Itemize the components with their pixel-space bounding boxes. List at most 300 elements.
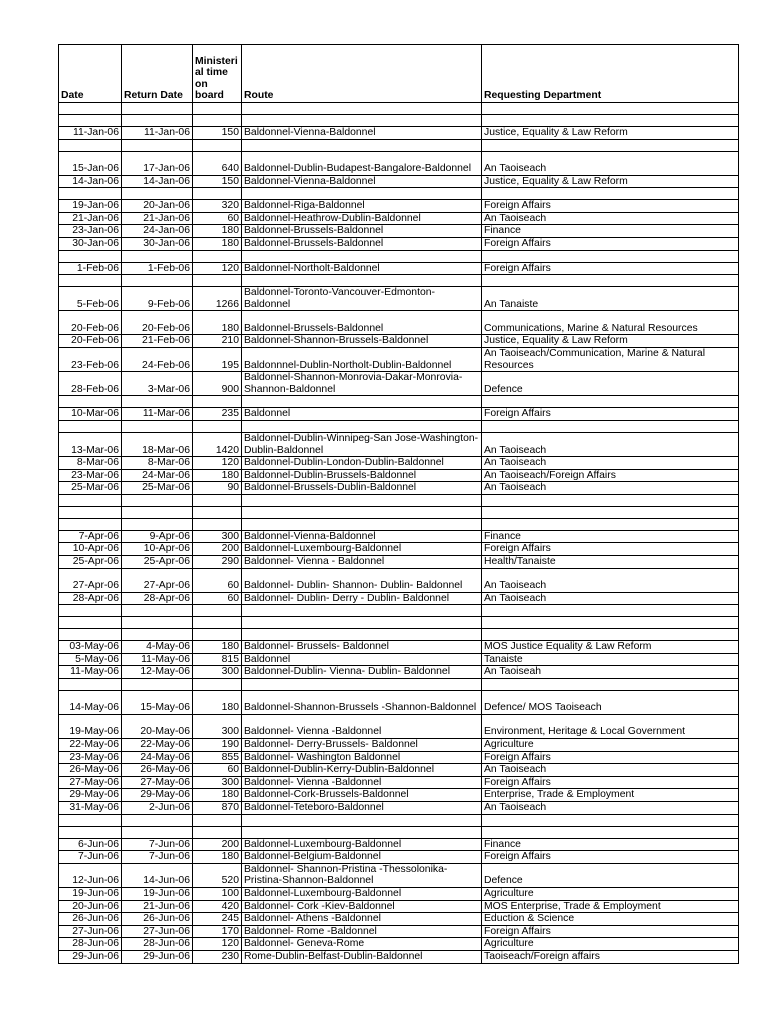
route-cell[interactable]: Baldonnel- Geneva-Rome bbox=[242, 938, 482, 951]
ministerial-time-cell[interactable]: 855 bbox=[193, 751, 242, 764]
return-date-cell[interactable]: 28-Jun-06 bbox=[122, 938, 193, 951]
department-cell[interactable] bbox=[482, 679, 739, 691]
route-cell[interactable] bbox=[242, 188, 482, 200]
return-date-cell[interactable] bbox=[122, 420, 193, 432]
route-cell[interactable]: Baldonnel- Vienna - Baldonnel bbox=[242, 556, 482, 569]
ministerial-time-cell[interactable]: 150 bbox=[193, 175, 242, 188]
department-cell[interactable]: Environment, Heritage & Local Government bbox=[482, 715, 739, 739]
department-cell[interactable]: Health/Tanaiste bbox=[482, 556, 739, 569]
return-date-cell[interactable] bbox=[122, 518, 193, 530]
ministerial-time-cell[interactable]: 230 bbox=[193, 950, 242, 963]
route-cell[interactable]: Baldonnel-Northolt-Baldonnel bbox=[242, 262, 482, 275]
return-date-cell[interactable]: 14-Jan-06 bbox=[122, 175, 193, 188]
return-date-cell[interactable]: 3-Mar-06 bbox=[122, 372, 193, 396]
route-cell[interactable] bbox=[242, 115, 482, 127]
department-cell[interactable]: Defence bbox=[482, 863, 739, 887]
route-cell[interactable]: Baldonnel-Luxembourg-Baldonnel bbox=[242, 887, 482, 900]
route-cell[interactable]: Rome-Dublin-Belfast-Dublin-Baldonnel bbox=[242, 950, 482, 963]
department-cell[interactable]: MOS Enterprise, Trade & Employment bbox=[482, 900, 739, 913]
return-date-cell[interactable]: 2-Jun-06 bbox=[122, 802, 193, 815]
department-cell[interactable] bbox=[482, 605, 739, 617]
date-cell[interactable]: 28-Apr-06 bbox=[59, 592, 122, 605]
route-cell[interactable] bbox=[242, 250, 482, 262]
date-cell[interactable]: 23-May-06 bbox=[59, 751, 122, 764]
date-cell[interactable] bbox=[59, 275, 122, 287]
department-cell[interactable] bbox=[482, 420, 739, 432]
department-cell[interactable] bbox=[482, 250, 739, 262]
ministerial-time-cell[interactable] bbox=[193, 420, 242, 432]
ministerial-time-cell[interactable]: 180 bbox=[193, 237, 242, 250]
department-cell[interactable] bbox=[482, 494, 739, 506]
date-cell[interactable]: 1-Feb-06 bbox=[59, 262, 122, 275]
route-cell[interactable]: Baldonnel-Toronto-Vancouver-Edmonton-Baldonnel bbox=[242, 287, 482, 311]
ministerial-time-cell[interactable] bbox=[193, 617, 242, 629]
ministerial-time-cell[interactable]: 150 bbox=[193, 127, 242, 140]
route-cell[interactable]: Baldonnel- Brussels- Baldonnel bbox=[242, 641, 482, 654]
route-cell[interactable]: Baldonnel-Shannon-Brussels -Shannon-Baldonnel bbox=[242, 691, 482, 715]
date-cell[interactable]: 28-Jun-06 bbox=[59, 938, 122, 951]
date-cell[interactable]: 28-Feb-06 bbox=[59, 372, 122, 396]
date-cell[interactable]: 03-May-06 bbox=[59, 641, 122, 654]
ministerial-time-cell[interactable]: 60 bbox=[193, 568, 242, 592]
header-return-date[interactable]: Return Date bbox=[122, 45, 193, 103]
return-date-cell[interactable]: 27-May-06 bbox=[122, 776, 193, 789]
return-date-cell[interactable]: 15-May-06 bbox=[122, 691, 193, 715]
return-date-cell[interactable]: 9-Apr-06 bbox=[122, 530, 193, 543]
route-cell[interactable] bbox=[242, 826, 482, 838]
ministerial-time-cell[interactable]: 180 bbox=[193, 641, 242, 654]
date-cell[interactable]: 5-May-06 bbox=[59, 653, 122, 666]
department-cell[interactable]: Justice, Equality & Law Reform bbox=[482, 127, 739, 140]
route-cell[interactable] bbox=[242, 103, 482, 115]
return-date-cell[interactable]: 4-May-06 bbox=[122, 641, 193, 654]
department-cell[interactable]: An Taoiseach bbox=[482, 764, 739, 777]
date-cell[interactable]: 21-Jan-06 bbox=[59, 212, 122, 225]
return-date-cell[interactable]: 27-Jun-06 bbox=[122, 925, 193, 938]
ministerial-time-cell[interactable] bbox=[193, 103, 242, 115]
date-cell[interactable]: 20-Feb-06 bbox=[59, 311, 122, 335]
return-date-cell[interactable]: 21-Jun-06 bbox=[122, 900, 193, 913]
route-cell[interactable]: Baldonnel- Rome -Baldonnel bbox=[242, 925, 482, 938]
return-date-cell[interactable]: 28-Apr-06 bbox=[122, 592, 193, 605]
department-cell[interactable]: An Taoiseach bbox=[482, 592, 739, 605]
ministerial-time-cell[interactable]: 300 bbox=[193, 666, 242, 679]
return-date-cell[interactable] bbox=[122, 103, 193, 115]
date-cell[interactable]: 29-Jun-06 bbox=[59, 950, 122, 963]
ministerial-time-cell[interactable]: 320 bbox=[193, 200, 242, 213]
department-cell[interactable] bbox=[482, 617, 739, 629]
route-cell[interactable]: Baldonnel- Derry-Brussels- Baldonnel bbox=[242, 739, 482, 752]
return-date-cell[interactable]: 20-Jan-06 bbox=[122, 200, 193, 213]
department-cell[interactable]: Communications, Marine & Natural Resources bbox=[482, 311, 739, 335]
route-cell[interactable]: Baldonnel-Shannon-Monrovia-Dakar-Monrovia-Shannon-Baldonnel bbox=[242, 372, 482, 396]
department-cell[interactable]: An Taoiseach/Foreign Affairs bbox=[482, 469, 739, 482]
department-cell[interactable]: An Taoiseach bbox=[482, 482, 739, 495]
date-cell[interactable]: 7-Apr-06 bbox=[59, 530, 122, 543]
return-date-cell[interactable]: 20-May-06 bbox=[122, 715, 193, 739]
route-cell[interactable]: Baldonnel-Brussels-Baldonnel bbox=[242, 311, 482, 335]
route-cell[interactable]: Baldonnel-Cork-Brussels-Baldonnel bbox=[242, 789, 482, 802]
date-cell[interactable]: 27-May-06 bbox=[59, 776, 122, 789]
return-date-cell[interactable]: 10-Apr-06 bbox=[122, 543, 193, 556]
date-cell[interactable]: 23-Feb-06 bbox=[59, 347, 122, 371]
department-cell[interactable] bbox=[482, 115, 739, 127]
date-cell[interactable] bbox=[59, 115, 122, 127]
route-cell[interactable]: Baldonnel-Brussels-Baldonnel bbox=[242, 225, 482, 238]
ministerial-time-cell[interactable]: 90 bbox=[193, 482, 242, 495]
route-cell[interactable]: Baldonnel-Dublin-Budapest-Bangalore-Baldonnel bbox=[242, 151, 482, 175]
ministerial-time-cell[interactable] bbox=[193, 826, 242, 838]
route-cell[interactable]: Baldonnel-Heathrow-Dublin-Baldonnel bbox=[242, 212, 482, 225]
date-cell[interactable] bbox=[59, 605, 122, 617]
date-cell[interactable] bbox=[59, 188, 122, 200]
ministerial-time-cell[interactable]: 60 bbox=[193, 212, 242, 225]
department-cell[interactable]: Finance bbox=[482, 225, 739, 238]
date-cell[interactable]: 31-May-06 bbox=[59, 802, 122, 815]
date-cell[interactable]: 15-Jan-06 bbox=[59, 151, 122, 175]
department-cell[interactable]: An Taoiseah bbox=[482, 666, 739, 679]
ministerial-time-cell[interactable]: 1420 bbox=[193, 432, 242, 456]
return-date-cell[interactable] bbox=[122, 188, 193, 200]
route-cell[interactable] bbox=[242, 506, 482, 518]
department-cell[interactable]: Foreign Affairs bbox=[482, 237, 739, 250]
ministerial-time-cell[interactable] bbox=[193, 250, 242, 262]
date-cell[interactable]: 13-Mar-06 bbox=[59, 432, 122, 456]
ministerial-time-cell[interactable] bbox=[193, 518, 242, 530]
department-cell[interactable] bbox=[482, 275, 739, 287]
return-date-cell[interactable] bbox=[122, 679, 193, 691]
ministerial-time-cell[interactable]: 195 bbox=[193, 347, 242, 371]
ministerial-time-cell[interactable]: 520 bbox=[193, 863, 242, 887]
route-cell[interactable]: Baldonnel-Dublin-Winnipeg-San Jose-Washington-Dublin-Baldonnel bbox=[242, 432, 482, 456]
route-cell[interactable] bbox=[242, 518, 482, 530]
department-cell[interactable]: An Taoiseach bbox=[482, 457, 739, 470]
route-cell[interactable]: Baldonnel- Cork -Kiev-Baldonnel bbox=[242, 900, 482, 913]
department-cell[interactable] bbox=[482, 188, 739, 200]
date-cell[interactable]: 19-Jun-06 bbox=[59, 887, 122, 900]
route-cell[interactable] bbox=[242, 814, 482, 826]
date-cell[interactable]: 26-Jun-06 bbox=[59, 913, 122, 926]
date-cell[interactable]: 23-Jan-06 bbox=[59, 225, 122, 238]
ministerial-time-cell[interactable]: 420 bbox=[193, 900, 242, 913]
ministerial-time-cell[interactable]: 210 bbox=[193, 335, 242, 348]
route-cell[interactable] bbox=[242, 617, 482, 629]
department-cell[interactable]: Agriculture bbox=[482, 938, 739, 951]
date-cell[interactable]: 8-Mar-06 bbox=[59, 457, 122, 470]
route-cell[interactable]: Baldonnel bbox=[242, 653, 482, 666]
route-cell[interactable]: Baldonnel bbox=[242, 408, 482, 421]
return-date-cell[interactable] bbox=[122, 617, 193, 629]
route-cell[interactable] bbox=[242, 629, 482, 641]
date-cell[interactable] bbox=[59, 139, 122, 151]
date-cell[interactable]: 20-Jun-06 bbox=[59, 900, 122, 913]
ministerial-time-cell[interactable] bbox=[193, 506, 242, 518]
return-date-cell[interactable]: 11-Jan-06 bbox=[122, 127, 193, 140]
route-cell[interactable]: Baldonnel- Dublin- Derry - Dublin- Baldonnel bbox=[242, 592, 482, 605]
return-date-cell[interactable] bbox=[122, 506, 193, 518]
department-cell[interactable] bbox=[482, 629, 739, 641]
header-route[interactable]: Route bbox=[242, 45, 482, 103]
department-cell[interactable]: MOS Justice Equality & Law Reform bbox=[482, 641, 739, 654]
department-cell[interactable]: Defence bbox=[482, 372, 739, 396]
return-date-cell[interactable]: 8-Mar-06 bbox=[122, 457, 193, 470]
date-cell[interactable] bbox=[59, 506, 122, 518]
ministerial-time-cell[interactable] bbox=[193, 275, 242, 287]
return-date-cell[interactable]: 20-Feb-06 bbox=[122, 311, 193, 335]
date-cell[interactable]: 27-Apr-06 bbox=[59, 568, 122, 592]
ministerial-time-cell[interactable]: 815 bbox=[193, 653, 242, 666]
route-cell[interactable]: Baldonnel- Vienna -Baldonnel bbox=[242, 776, 482, 789]
date-cell[interactable]: 11-Jan-06 bbox=[59, 127, 122, 140]
department-cell[interactable]: Foreign Affairs bbox=[482, 543, 739, 556]
return-date-cell[interactable]: 29-May-06 bbox=[122, 789, 193, 802]
ministerial-time-cell[interactable]: 120 bbox=[193, 457, 242, 470]
date-cell[interactable]: 20-Feb-06 bbox=[59, 335, 122, 348]
return-date-cell[interactable]: 12-May-06 bbox=[122, 666, 193, 679]
ministerial-time-cell[interactable]: 180 bbox=[193, 691, 242, 715]
department-cell[interactable]: Justice, Equality & Law Reform bbox=[482, 175, 739, 188]
return-date-cell[interactable]: 7-Jun-06 bbox=[122, 851, 193, 864]
return-date-cell[interactable]: 7-Jun-06 bbox=[122, 838, 193, 851]
department-cell[interactable]: An Taoiseach bbox=[482, 802, 739, 815]
date-cell[interactable]: 6-Jun-06 bbox=[59, 838, 122, 851]
return-date-cell[interactable]: 25-Mar-06 bbox=[122, 482, 193, 495]
route-cell[interactable]: Baldonnel- Dublin- Shannon- Dublin- Baldonnel bbox=[242, 568, 482, 592]
route-cell[interactable]: Baldonnel-Vienna-Baldonnel bbox=[242, 530, 482, 543]
department-cell[interactable]: Eduction & Science bbox=[482, 913, 739, 926]
date-cell[interactable] bbox=[59, 396, 122, 408]
route-cell[interactable]: Baldonnel-Brussels-Baldonnel bbox=[242, 237, 482, 250]
ministerial-time-cell[interactable]: 870 bbox=[193, 802, 242, 815]
return-date-cell[interactable]: 24-May-06 bbox=[122, 751, 193, 764]
ministerial-time-cell[interactable]: 300 bbox=[193, 530, 242, 543]
return-date-cell[interactable]: 22-May-06 bbox=[122, 739, 193, 752]
date-cell[interactable]: 19-Jan-06 bbox=[59, 200, 122, 213]
route-cell[interactable]: Baldonnel-Luxembourg-Baldonnel bbox=[242, 543, 482, 556]
return-date-cell[interactable]: 30-Jan-06 bbox=[122, 237, 193, 250]
route-cell[interactable] bbox=[242, 420, 482, 432]
return-date-cell[interactable]: 26-Jun-06 bbox=[122, 913, 193, 926]
return-date-cell[interactable] bbox=[122, 814, 193, 826]
ministerial-time-cell[interactable]: 900 bbox=[193, 372, 242, 396]
department-cell[interactable] bbox=[482, 139, 739, 151]
date-cell[interactable]: 23-Mar-06 bbox=[59, 469, 122, 482]
route-cell[interactable] bbox=[242, 275, 482, 287]
date-cell[interactable]: 11-May-06 bbox=[59, 666, 122, 679]
date-cell[interactable] bbox=[59, 617, 122, 629]
ministerial-time-cell[interactable]: 300 bbox=[193, 776, 242, 789]
return-date-cell[interactable]: 27-Apr-06 bbox=[122, 568, 193, 592]
return-date-cell[interactable]: 25-Apr-06 bbox=[122, 556, 193, 569]
route-cell[interactable]: Baldonnel-Shannon-Brussels-Baldonnel bbox=[242, 335, 482, 348]
department-cell[interactable]: Foreign Affairs bbox=[482, 851, 739, 864]
ministerial-time-cell[interactable]: 180 bbox=[193, 469, 242, 482]
department-cell[interactable]: Finance bbox=[482, 530, 739, 543]
ministerial-time-cell[interactable]: 190 bbox=[193, 739, 242, 752]
return-date-cell[interactable] bbox=[122, 275, 193, 287]
route-cell[interactable]: Baldonnel-Dublin-London-Dublin-Baldonnel bbox=[242, 457, 482, 470]
return-date-cell[interactable]: 17-Jan-06 bbox=[122, 151, 193, 175]
return-date-cell[interactable]: 26-May-06 bbox=[122, 764, 193, 777]
department-cell[interactable]: Taoiseach/Foreign affairs bbox=[482, 950, 739, 963]
date-cell[interactable]: 27-Jun-06 bbox=[59, 925, 122, 938]
department-cell[interactable]: Foreign Affairs bbox=[482, 751, 739, 764]
ministerial-time-cell[interactable]: 640 bbox=[193, 151, 242, 175]
route-cell[interactable]: Baldonnel-Dublin- Vienna- Dublin- Baldonnel bbox=[242, 666, 482, 679]
return-date-cell[interactable] bbox=[122, 494, 193, 506]
date-cell[interactable]: 25-Apr-06 bbox=[59, 556, 122, 569]
return-date-cell[interactable]: 14-Jun-06 bbox=[122, 863, 193, 887]
ministerial-time-cell[interactable] bbox=[193, 679, 242, 691]
department-cell[interactable]: An Tanaiste bbox=[482, 287, 739, 311]
return-date-cell[interactable]: 18-Mar-06 bbox=[122, 432, 193, 456]
date-cell[interactable]: 5-Feb-06 bbox=[59, 287, 122, 311]
department-cell[interactable]: Finance bbox=[482, 838, 739, 851]
department-cell[interactable]: Foreign Affairs bbox=[482, 200, 739, 213]
route-cell[interactable]: Baldonnel-Brussels-Dublin-Baldonnel bbox=[242, 482, 482, 495]
date-cell[interactable] bbox=[59, 103, 122, 115]
route-cell[interactable]: Baldonnel- Athens -Baldonnel bbox=[242, 913, 482, 926]
department-cell[interactable] bbox=[482, 396, 739, 408]
date-cell[interactable]: 22-May-06 bbox=[59, 739, 122, 752]
ministerial-time-cell[interactable]: 180 bbox=[193, 851, 242, 864]
date-cell[interactable] bbox=[59, 494, 122, 506]
date-cell[interactable]: 14-Jan-06 bbox=[59, 175, 122, 188]
route-cell[interactable]: Baldonnel-Dublin-Kerry-Dublin-Baldonnel bbox=[242, 764, 482, 777]
route-cell[interactable]: Baldonnel-Vienna-Baldonnel bbox=[242, 127, 482, 140]
ministerial-time-cell[interactable]: 300 bbox=[193, 715, 242, 739]
return-date-cell[interactable] bbox=[122, 396, 193, 408]
header-date[interactable]: Date bbox=[59, 45, 122, 103]
return-date-cell[interactable]: 9-Feb-06 bbox=[122, 287, 193, 311]
department-cell[interactable]: An Taoiseach/Communication, Marine & Natural Resources bbox=[482, 347, 739, 371]
route-cell[interactable]: Baldonnnel-Dublin-Northolt-Dublin-Baldonnel bbox=[242, 347, 482, 371]
route-cell[interactable]: Baldonnel-Luxembourg-Baldonnel bbox=[242, 838, 482, 851]
department-cell[interactable]: Foreign Affairs bbox=[482, 262, 739, 275]
route-cell[interactable]: Baldonnel-Vienna-Baldonnel bbox=[242, 175, 482, 188]
department-cell[interactable]: Enterprise, Trade & Employment bbox=[482, 789, 739, 802]
ministerial-time-cell[interactable]: 200 bbox=[193, 838, 242, 851]
date-cell[interactable]: 14-May-06 bbox=[59, 691, 122, 715]
ministerial-time-cell[interactable] bbox=[193, 605, 242, 617]
date-cell[interactable] bbox=[59, 420, 122, 432]
date-cell[interactable]: 25-Mar-06 bbox=[59, 482, 122, 495]
route-cell[interactable] bbox=[242, 494, 482, 506]
date-cell[interactable] bbox=[59, 814, 122, 826]
department-cell[interactable]: Defence/ MOS Taoiseach bbox=[482, 691, 739, 715]
route-cell[interactable]: Baldonnel-Teteboro-Baldonnel bbox=[242, 802, 482, 815]
return-date-cell[interactable]: 21-Feb-06 bbox=[122, 335, 193, 348]
route-cell[interactable]: Baldonnel-Dublin-Brussels-Baldonnel bbox=[242, 469, 482, 482]
return-date-cell[interactable] bbox=[122, 115, 193, 127]
date-cell[interactable]: 10-Mar-06 bbox=[59, 408, 122, 421]
return-date-cell[interactable]: 11-Mar-06 bbox=[122, 408, 193, 421]
route-cell[interactable] bbox=[242, 679, 482, 691]
ministerial-time-cell[interactable] bbox=[193, 814, 242, 826]
ministerial-time-cell[interactable]: 120 bbox=[193, 938, 242, 951]
department-cell[interactable] bbox=[482, 826, 739, 838]
return-date-cell[interactable] bbox=[122, 605, 193, 617]
department-cell[interactable]: Agriculture bbox=[482, 739, 739, 752]
return-date-cell[interactable]: 19-Jun-06 bbox=[122, 887, 193, 900]
ministerial-time-cell[interactable] bbox=[193, 115, 242, 127]
return-date-cell[interactable]: 11-May-06 bbox=[122, 653, 193, 666]
department-cell[interactable]: Tanaiste bbox=[482, 653, 739, 666]
header-requesting-department[interactable]: Requesting Department bbox=[482, 45, 739, 103]
department-cell[interactable] bbox=[482, 506, 739, 518]
ministerial-time-cell[interactable]: 180 bbox=[193, 225, 242, 238]
department-cell[interactable] bbox=[482, 814, 739, 826]
date-cell[interactable]: 19-May-06 bbox=[59, 715, 122, 739]
return-date-cell[interactable] bbox=[122, 139, 193, 151]
department-cell[interactable]: Justice, Equality & Law Reform bbox=[482, 335, 739, 348]
ministerial-time-cell[interactable]: 170 bbox=[193, 925, 242, 938]
return-date-cell[interactable]: 29-Jun-06 bbox=[122, 950, 193, 963]
ministerial-time-cell[interactable]: 200 bbox=[193, 543, 242, 556]
department-cell[interactable]: An Taoiseach bbox=[482, 432, 739, 456]
ministerial-time-cell[interactable]: 180 bbox=[193, 789, 242, 802]
ministerial-time-cell[interactable] bbox=[193, 188, 242, 200]
department-cell[interactable]: Foreign Affairs bbox=[482, 925, 739, 938]
return-date-cell[interactable] bbox=[122, 250, 193, 262]
date-cell[interactable]: 12-Jun-06 bbox=[59, 863, 122, 887]
ministerial-time-cell[interactable]: 60 bbox=[193, 592, 242, 605]
route-cell[interactable]: Baldonnel- Shannon-Pristina -Thessolonika-Pristina-Shannon-Baldonnel bbox=[242, 863, 482, 887]
ministerial-time-cell[interactable] bbox=[193, 494, 242, 506]
route-cell[interactable] bbox=[242, 605, 482, 617]
ministerial-time-cell[interactable] bbox=[193, 629, 242, 641]
return-date-cell[interactable] bbox=[122, 826, 193, 838]
ministerial-time-cell[interactable]: 180 bbox=[193, 311, 242, 335]
date-cell[interactable] bbox=[59, 518, 122, 530]
return-date-cell[interactable] bbox=[122, 629, 193, 641]
ministerial-time-cell[interactable]: 100 bbox=[193, 887, 242, 900]
route-cell[interactable]: Baldonnel-Riga-Baldonnel bbox=[242, 200, 482, 213]
date-cell[interactable]: 30-Jan-06 bbox=[59, 237, 122, 250]
ministerial-time-cell[interactable]: 245 bbox=[193, 913, 242, 926]
header-ministerial-time[interactable]: Ministeri al time on board bbox=[193, 45, 242, 103]
date-cell[interactable]: 7-Jun-06 bbox=[59, 851, 122, 864]
ministerial-time-cell[interactable] bbox=[193, 396, 242, 408]
ministerial-time-cell[interactable]: 1266 bbox=[193, 287, 242, 311]
department-cell[interactable]: Foreign Affairs bbox=[482, 408, 739, 421]
date-cell[interactable]: 29-May-06 bbox=[59, 789, 122, 802]
department-cell[interactable]: Foreign Affairs bbox=[482, 776, 739, 789]
return-date-cell[interactable]: 24-Mar-06 bbox=[122, 469, 193, 482]
department-cell[interactable]: An Taoiseach bbox=[482, 568, 739, 592]
date-cell[interactable]: 10-Apr-06 bbox=[59, 543, 122, 556]
department-cell[interactable]: An Taoiseach bbox=[482, 151, 739, 175]
date-cell[interactable] bbox=[59, 826, 122, 838]
date-cell[interactable] bbox=[59, 679, 122, 691]
return-date-cell[interactable]: 21-Jan-06 bbox=[122, 212, 193, 225]
department-cell[interactable] bbox=[482, 103, 739, 115]
date-cell[interactable]: 26-May-06 bbox=[59, 764, 122, 777]
ministerial-time-cell[interactable]: 235 bbox=[193, 408, 242, 421]
return-date-cell[interactable]: 1-Feb-06 bbox=[122, 262, 193, 275]
department-cell[interactable]: Agriculture bbox=[482, 887, 739, 900]
return-date-cell[interactable]: 24-Feb-06 bbox=[122, 347, 193, 371]
date-cell[interactable] bbox=[59, 629, 122, 641]
ministerial-time-cell[interactable] bbox=[193, 139, 242, 151]
ministerial-time-cell[interactable]: 290 bbox=[193, 556, 242, 569]
route-cell[interactable]: Baldonnel-Belgium-Baldonnel bbox=[242, 851, 482, 864]
route-cell[interactable]: Baldonnel- Washington Baldonnel bbox=[242, 751, 482, 764]
ministerial-time-cell[interactable]: 120 bbox=[193, 262, 242, 275]
route-cell[interactable] bbox=[242, 139, 482, 151]
route-cell[interactable] bbox=[242, 396, 482, 408]
department-cell[interactable] bbox=[482, 518, 739, 530]
